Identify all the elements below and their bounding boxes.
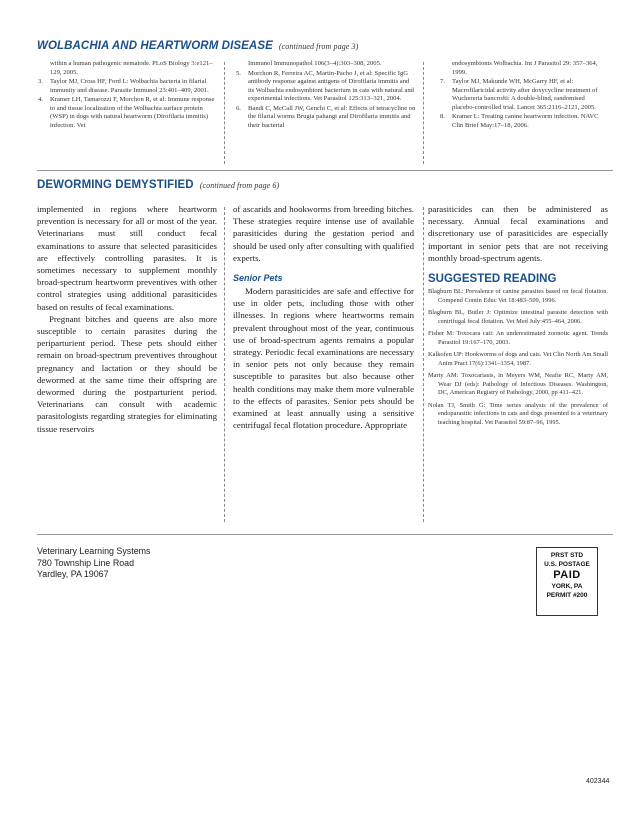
list-item: Nolan TJ, Smith G: Time series analysis of the prevalence of endoparasitic infections in cats and dogs presented to a veterinary teaching hospital. Vet Parasitol 59:87–96, 1995.: [428, 401, 608, 426]
reference-item: 8. Kramer L: Treating canine heartworm infection. NAVC Clin Brief May:17–18, 2006.: [440, 113, 599, 129]
address-line: Veterinary Learning Systems: [37, 546, 151, 556]
body-column-3: [428, 203, 608, 427]
postage-line: U.S. POSTAGE: [544, 561, 590, 568]
postage-line: PRST STD: [550, 552, 584, 559]
section-title-text: DEWORMING DEMYSTIFIED: [37, 179, 194, 191]
section-title-text: WOLBACHIA AND HEARTWORM DISEASE: [37, 40, 273, 52]
reference-item: within a human pathogenic nematode. PLoS Biology 3:e121–129, 2005.: [50, 60, 213, 76]
address-line: Yardley, PA 19067: [37, 569, 109, 579]
paragraph: of ascarids and hookworms from breeding bitches. These strategies require intense use of available parasiticides during the gestation period and should be used only after consulting with qualified experts.: [233, 204, 414, 263]
list-item: Marty AM: Toxocariasis, in Meyers WM, Neafie RC, Marty AM, Wear DJ (eds): Pathology of Infectious Diseases. Washington, DC, American Registry of Pathology, 2000, pp 411–421.: [428, 372, 608, 397]
body-column-2: [233, 203, 414, 431]
column-divider: [224, 207, 225, 522]
column-divider: [224, 62, 225, 164]
address-line: 780 Township Line Road: [37, 557, 135, 568]
column-divider: [423, 207, 424, 522]
reference-column-2: [236, 60, 416, 130]
reference-item: 4. Kramer LH, Tamarozzi F, Morchon R, et al: Immune response to and tissue localization of the Wolbachia surface protein (WSP) in dogs with natural heartworm (Dirofilaria immitis) infection. Vet: [38, 96, 215, 129]
postage-paid: PAID: [553, 569, 581, 581]
postage-line: PERMIT #200: [546, 592, 588, 599]
reference-item: 6. Bandi C, McCall JW, Genchi C, et al: Effects of tetracycline on the filarial worms Brugia pahangi and Dirofilaria immitis and their bacterial: [236, 104, 416, 129]
subheading-senior-pets: Senior Pets: [233, 273, 283, 284]
suggested-reading-title: SUGGESTED READING: [428, 273, 557, 286]
paragraph: Modern parasiticides are safe and effective for use in older pets, including those with other illnesses. In regions where heartworms remain prevalent throughout most of the year, continuous use of broad-spectrum agents remains a popular strategy. Periodic fecal examinations are necessary in senior pets not only because they remain susceptible to parasites but also because other health conditions may make them more vulnerable to the effects of parasites. Senior pets should be examined at least annually using a sensitive centrifugal fecal flotation procedure. Appropriate: [233, 286, 414, 431]
reference-item: 7. Taylor MJ, Makunde WH, McGarry HF, et al: Macrofilaricidal activity after doxycycline treatment of Wuchereria bancrofti: A double-blind, randomised placebo-controlled trial. Lancet 365:2116–2121, 2005.: [440, 78, 598, 111]
reference-item: endosymbionts Wolbachia. Int J Parasitol 29: 357–364, 1999.: [452, 60, 598, 76]
list-item: Kalkofen UP: Hookworms of dogs and cats. Vet Clin North Am Small Anim Pract 17(6):1341–1354, 1987.: [428, 351, 608, 367]
list-item: Blagburn BL: Prevalence of canine parasites based on fecal flotation. Compend Contin Educ Vet 18:483–509, 1996.: [428, 288, 608, 304]
reference-item: Immunol Immunopathol 106(3–4):303–308, 2005.: [248, 60, 382, 67]
reference-item: 3. Taylor MJ, Cross HF, Ford L: Wolbachia bacteria in filarial immunity and disease. Parasite Immunol 23:401–409, 2001.: [38, 78, 209, 94]
return-address: [37, 546, 150, 581]
paragraph: parasiticides can then be administered as necessary. Annual fecal examinations and discretionary use of parasiticides are especially important in senior pets that are not receiving monthly broad-spectrum agents.: [428, 204, 608, 263]
paragraph: Pregnant bitches and queens are also more susceptible to certain parasites during the periparturient period. These pets should either remain on broad-spectrum preventives throughout pregnancy and lactation or they should be dewormed at the same time their offspring are dewormed during the postparturient period. Veterinarians can consult with academic parasitologists regarding strategies for eliminating tissue reservoirs: [37, 313, 217, 434]
list-item: Fisher M: Toxocara cati: An underestimated zoonotic agent. Trends Parasitol 19:167–170, 2003.: [428, 330, 608, 346]
list-item: Blagburn BL, Butler J: Optimize intestinal parasite detection with centrifugal fecal flotation. Vet Med July:455–464, 2006.: [428, 309, 608, 325]
postage-line: YORK, PA: [551, 583, 583, 590]
suggested-reading-list: [428, 288, 608, 427]
document-code: 402344: [586, 778, 610, 785]
paragraph: implemented in regions where heartworm prevention is necessary for all or most of the year. Veterinarians must still conduct fecal examinations to assure that selected parasiticides are effectively controlling parasites. It is sometimes necessary to supplement monthly broad-spectrum heartworm preventives with other control strategies using additional parasiticides based on results of fecal examinations.: [37, 204, 217, 312]
body-column-1: [37, 203, 217, 435]
continued-note: (continued from page 3): [278, 42, 359, 51]
reference-column-1: [38, 60, 216, 130]
continued-note: (continued from page 6): [199, 181, 280, 190]
footer-separator: [37, 534, 613, 535]
postage-indicia: [536, 547, 598, 616]
section-title-wolbachia: [37, 40, 358, 52]
column-divider: [423, 62, 424, 164]
section-separator: [37, 170, 613, 171]
section-title-deworming: [37, 179, 279, 191]
reference-column-3: [440, 60, 608, 130]
reference-item: 5. Morchon R, Ferreira AC, Martin-Pacho J, et al: Specific IgG antibody response against antigens of Dirofilaria immitis and its Wolbachia endosymbiont bacterium in cats with natural and experimental infections. Vet Parasitol 125:313–321, 2004.: [236, 69, 414, 103]
